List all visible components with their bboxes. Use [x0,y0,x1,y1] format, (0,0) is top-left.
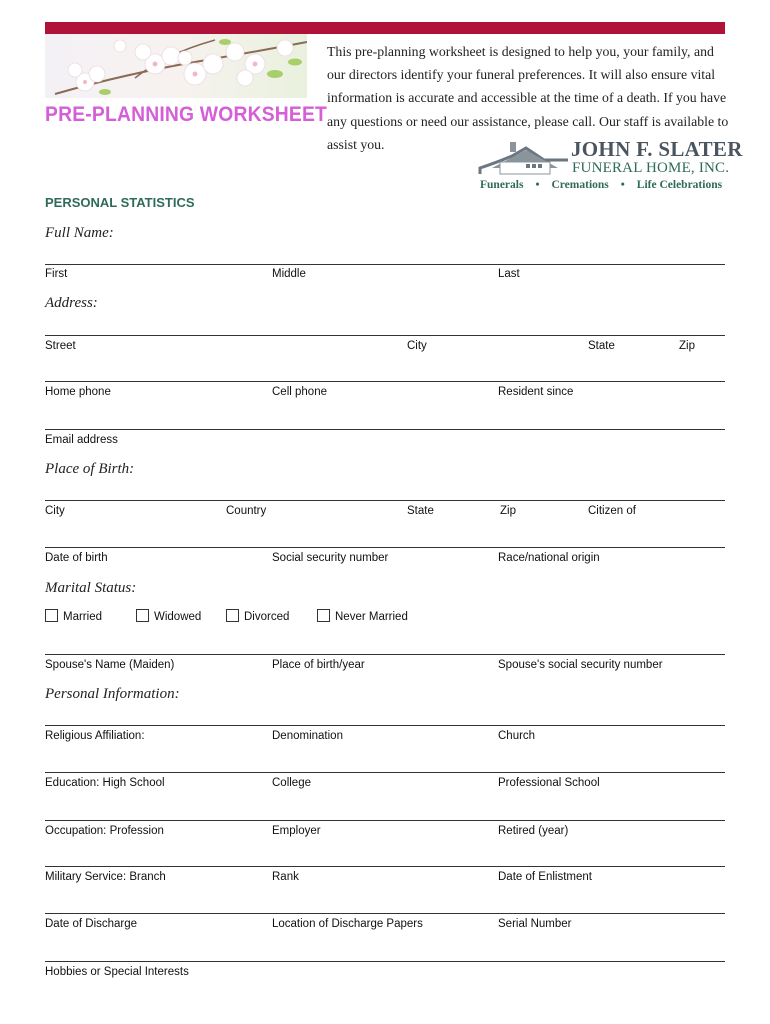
address-city-label: City [407,340,427,352]
birth-country-label: Country [226,505,267,517]
address-state-label: State [588,340,615,352]
spouse-name-label: Spouse's Name (Maiden) [45,659,175,671]
citizen-of-label: Citizen of [588,505,636,517]
cherry-blossom-image [45,34,307,98]
first-name-label: First [45,268,68,280]
discharge-date-label: Date of Discharge [45,918,138,930]
birth-zip-label: Zip [500,505,516,517]
married-label: Married [63,611,102,623]
widowed-label: Widowed [154,611,202,623]
email-label: Email address [45,434,118,446]
last-name-label: Last [498,268,520,280]
education-line[interactable] [45,772,725,773]
full-name-heading: Full Name: [45,225,114,241]
church-label: Church [498,730,536,742]
page-title: PRE-PLANNING WORKSHEET [45,103,328,126]
discharge-line[interactable] [45,913,725,914]
cell-phone-label: Cell phone [272,386,327,398]
section-title: PERSONAL STATISTICS [45,195,195,210]
resident-since-label: Resident since [498,386,574,398]
widowed-checkbox[interactable] [136,609,149,622]
birth-city-label: City [45,505,65,517]
high-school-label: Education: High School [45,777,165,789]
home-phone-label: Home phone [45,386,111,398]
college-label: College [272,777,311,789]
logo-subtitle: FUNERAL HOME, INC. [572,160,730,176]
phone-line[interactable] [45,381,725,382]
full-name-line[interactable] [45,264,725,265]
employer-label: Employer [272,825,321,837]
birth-place-line[interactable] [45,500,725,501]
never-married-checkbox[interactable] [317,609,330,622]
address-line[interactable] [45,335,725,336]
hobbies-line[interactable] [45,961,725,962]
military-line[interactable] [45,866,725,867]
address-heading: Address: [45,295,98,311]
place-of-birth-heading: Place of Birth: [45,461,135,477]
tagline-life-celebrations: Life Celebrations [636,179,723,191]
divorced-label: Divorced [244,611,290,623]
spouse-ssn-label: Spouse's social security number [498,659,663,671]
street-label: Street [45,340,76,352]
email-line[interactable] [45,429,725,430]
military-branch-label: Military Service: Branch [45,871,166,883]
marital-status-heading: Marital Status: [45,580,137,596]
profession-label: Occupation: Profession [45,825,164,837]
dob-line[interactable] [45,547,725,548]
tagline-funerals: Funerals [480,179,524,191]
hobbies-label: Hobbies or Special Interests [45,966,189,978]
logo-name: JOHN F. SLATER [571,137,743,161]
middle-name-label: Middle [272,268,306,280]
intro-paragraph: This pre-planning worksheet is designed to help you, your family, and our directors identify your funeral preferences. It will also ensure vital information is accurate and accessible at the time of a death. If you have any questions or need our assistance, please call. Our staff is available to assist you. [327,44,729,152]
spouse-line[interactable] [45,654,725,655]
house-icon [478,138,570,178]
serial-number-label: Serial Number [498,918,572,930]
discharge-location-label: Location of Discharge Papers [272,918,423,930]
married-checkbox[interactable] [45,609,58,622]
professional-school-label: Professional School [498,777,600,789]
personal-information-heading: Personal Information: [45,686,180,702]
race-label: Race/national origin [498,552,600,564]
tagline-cremations: Cremations [551,179,609,191]
denomination-label: Denomination [272,730,343,742]
address-zip-label: Zip [679,340,695,352]
spouse-birth-label: Place of birth/year [272,659,365,671]
retired-label: Retired (year) [498,825,569,837]
birth-state-label: State [407,505,434,517]
date-of-birth-label: Date of birth [45,552,108,564]
header-color-bar [45,22,725,34]
religious-affiliation-label: Religious Affiliation: [45,730,145,742]
logo-tagline: Funerals • Cremations • Life Celebrations [480,179,723,191]
religion-line[interactable] [45,725,725,726]
never-married-label: Never Married [335,611,408,623]
divorced-checkbox[interactable] [226,609,239,622]
ssn-label: Social security number [272,552,389,564]
occupation-line[interactable] [45,820,725,821]
rank-label: Rank [272,871,299,883]
enlistment-label: Date of Enlistment [498,871,592,883]
